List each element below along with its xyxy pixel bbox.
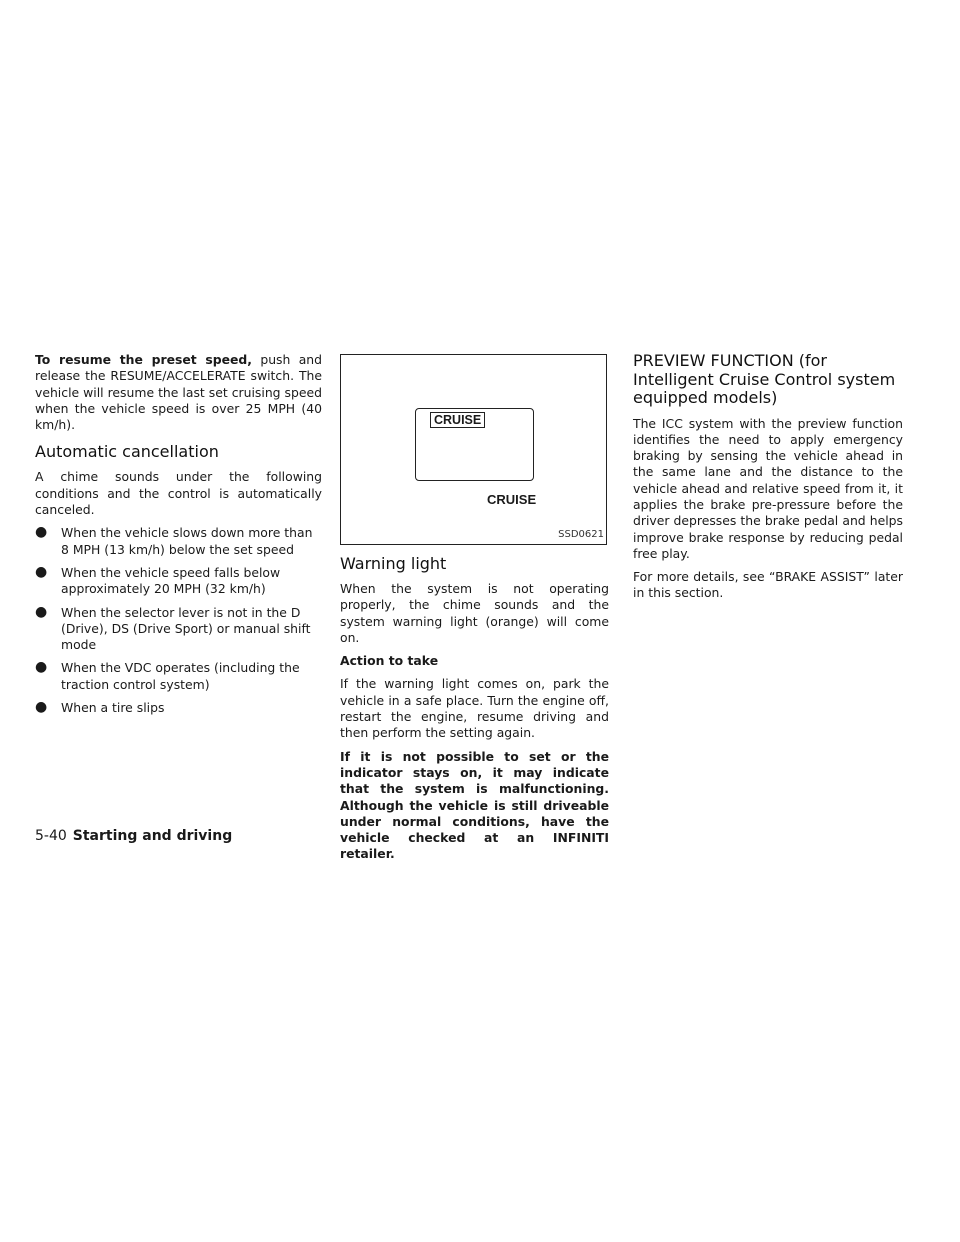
bullet-icon: ●	[35, 563, 48, 580]
list-item-text: When the VDC operates (including the traction control system)	[61, 660, 300, 692]
column-middle	[340, 352, 609, 870]
resume-text: push and release the RESUME/ACCELERATE switch. The vehicle will resume the last set cruising speed when the vehicle speed is over 25 MPH (40 km/h).	[35, 352, 323, 433]
list-item-text: When the selector lever is not in the D (Drive), DS (Drive Sport) or manual shift mode	[61, 604, 311, 653]
bullet-icon: ●	[35, 603, 48, 620]
action-heading: Action to take	[340, 653, 439, 669]
cruise-indicator-figure	[340, 354, 607, 545]
figure-id: SSD0621	[558, 528, 604, 540]
section-title: Starting and driving	[72, 828, 233, 844]
bullet-icon: ●	[35, 699, 48, 716]
list-item	[35, 605, 322, 654]
malfunction-paragraph: If it is not possible to set or the indicator stays on, it may indicate that the system is malfunctioning. Although the vehicle is still driveable under normal conditions, have the vehicle checked at an INFINITI retailer.	[340, 748, 609, 862]
action-paragraph: If the warning light comes on, park the vehicle in a safe place. Turn the engine off, restart the engine, resume driving and then perform the setting again.	[340, 676, 609, 741]
heading-preview-function: PREVIEW FUNCTION (for Intelligent Cruise Control system equipped models)	[633, 351, 896, 407]
list-item	[35, 525, 322, 558]
heading-automatic-cancellation: Automatic cancellation	[35, 442, 219, 462]
list-item-text: When the vehicle slows down more than 8 MPH (13 km/h) below the set speed	[61, 525, 313, 557]
list-item	[35, 700, 322, 716]
cancellation-intro: A chime sounds under the following conditions and the control is automatically canceled.	[35, 469, 322, 518]
column-right	[633, 352, 903, 609]
bullet-icon: ●	[35, 524, 48, 541]
page-footer	[35, 828, 232, 844]
cruise-indicator-icon: CRUISE	[430, 412, 485, 428]
resume-paragraph	[35, 352, 322, 433]
preview-paragraph: The ICC system with the preview function identifies the need to apply emergency braking by sensing the vehicle ahead in the same lane and the distance to the vehicle ahead and relative speed from it, it applies the brake pre-pressure before the driver depresses the brake pedal and helps improve brake response by reducing pedal free play.	[633, 415, 903, 561]
resume-lead: To resume the preset speed,	[35, 352, 253, 367]
list-item	[35, 660, 322, 693]
list-item-text: When a tire slips	[61, 700, 165, 716]
page-number: 5-40	[35, 828, 67, 844]
figure-label: CRUISE	[487, 492, 537, 507]
list-item	[35, 565, 322, 598]
meter-display-illustration	[415, 408, 534, 481]
brake-assist-reference: For more details, see “BRAKE ASSIST” later in this section.	[633, 569, 903, 601]
bullet-icon: ●	[35, 659, 48, 676]
heading-warning-light: Warning light	[340, 554, 447, 573]
column-left	[35, 352, 322, 723]
warning-paragraph: When the system is not operating properly, the chime sounds and the system warning light (orange) will come on.	[340, 581, 609, 645]
cancellation-list	[35, 525, 322, 716]
list-item-text: When the vehicle speed falls below approximately 20 MPH (32 km/h)	[61, 564, 281, 597]
